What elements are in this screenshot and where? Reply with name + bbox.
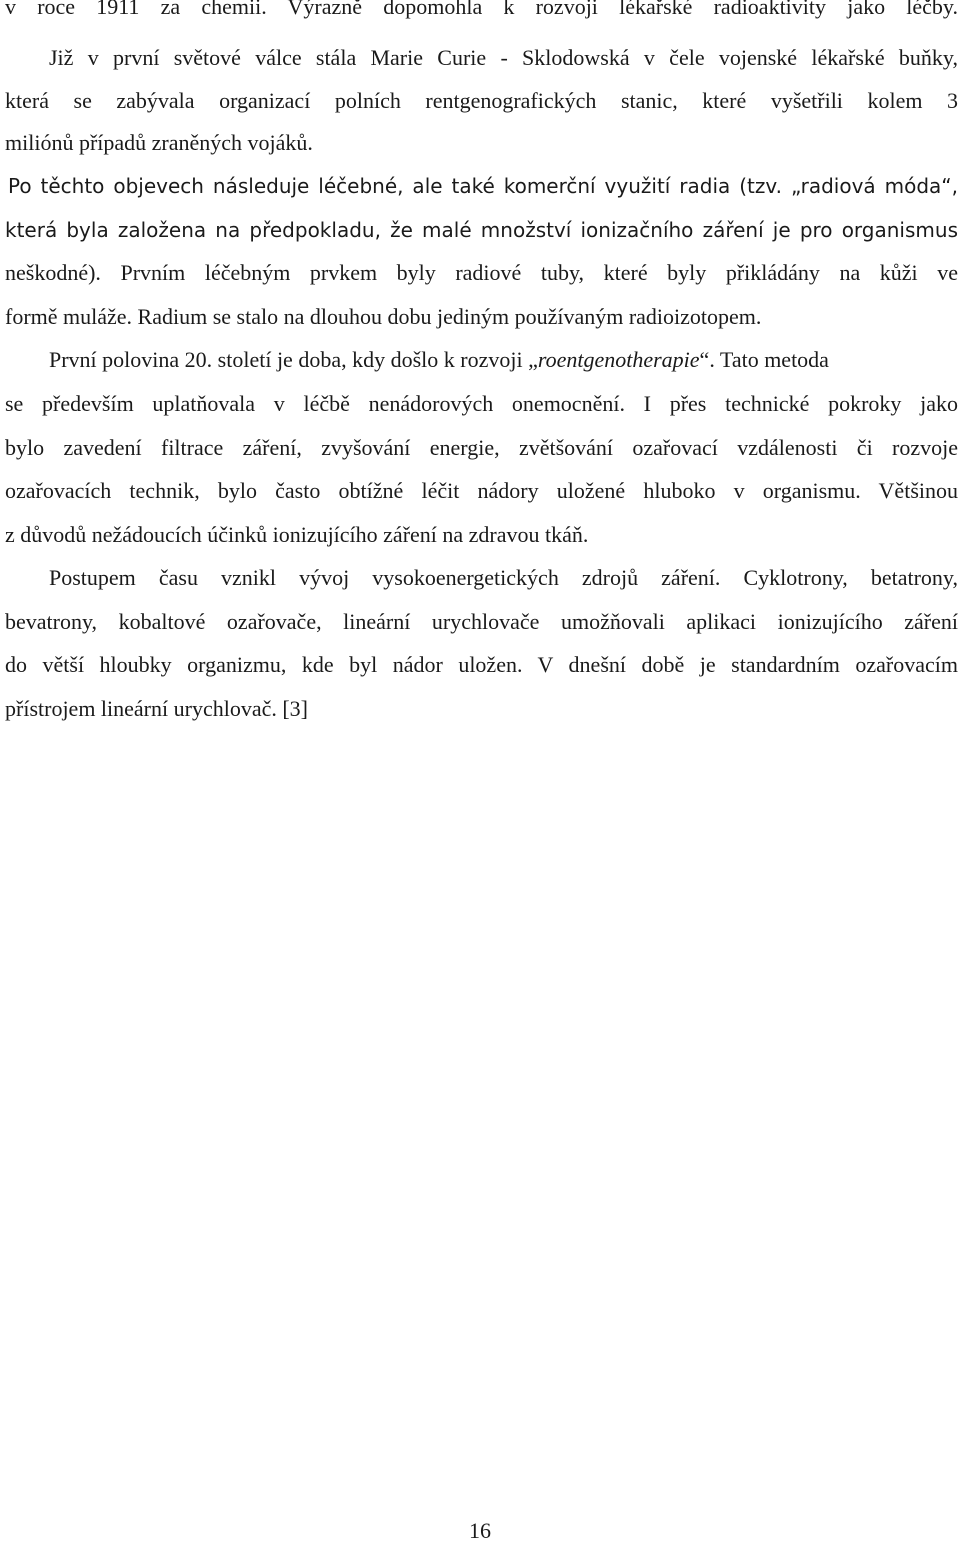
text-line: přístrojem lineární urychlovač. [3]: [5, 696, 309, 721]
text-line: která byla založena na předpokladu, že malé množství ionizačního záření je pro organismus: [5, 218, 958, 242]
text-line: která se zabývala organizací polních rentgenografických stanic, které vyšetřili kolem 3: [5, 88, 958, 113]
page-number: 16: [469, 1518, 491, 1543]
paragraph-line: První polovina 20. století je doba, kdy došlo k rozvoji „roentgenotherapie“. Tato metoda: [49, 347, 829, 372]
text-line: ozařovacích technik, bylo často obtížné léčit nádory uložené hluboko v organismu. Většinou: [5, 478, 958, 503]
emphasis-term: roentgenotherapie: [537, 347, 700, 372]
text-line: miliónů případů zraněných vojáků.: [5, 130, 313, 155]
text-line: z důvodů nežádoucích účinků ionizujícího záření na zdravou tkáň.: [5, 522, 589, 547]
text-line: bevatrony, kobaltové ozařovače, lineární urychlovače umožňovali aplikaci ionizujícího záření: [5, 609, 958, 634]
text-line: neškodné). Prvním léčebným prvkem byly radiové tuby, které byly přikládány na kůži ve: [5, 260, 958, 285]
paragraph-line: Již v první světové válce stála Marie Curie - Sklodowská v čele vojenské lékařské buňky,: [49, 45, 958, 70]
text-line: bylo zavedení filtrace záření, zvyšování energie, zvětšování ozařovací vzdálenosti či rozvoje: [5, 435, 958, 460]
text-line: do větší hloubky organizmu, kde byl nádor uložen. V dnešní době je standardním ozařovacím: [5, 652, 958, 677]
text-line: formě muláže. Radium se stalo na dlouhou dobu jediným používaným radioizotopem.: [5, 304, 762, 329]
text-line: se především uplatňovala v léčbě nenádorových onemocnění. I přes technické pokroky jako: [5, 391, 958, 416]
text-line: v roce 1911 za chemii. Výrazně dopomohla k rozvoji lékařské radioaktivity jako léčby.: [5, 0, 958, 19]
paragraph-line: Postupem času vznikl vývoj vysokoenergetických zdrojů záření. Cyklotrony, betatrony,: [49, 565, 958, 590]
paragraph-line: Po těchto objevech následuje léčebné, ale také komerční využití radia (tzv. „radiová móda“,: [8, 174, 958, 198]
